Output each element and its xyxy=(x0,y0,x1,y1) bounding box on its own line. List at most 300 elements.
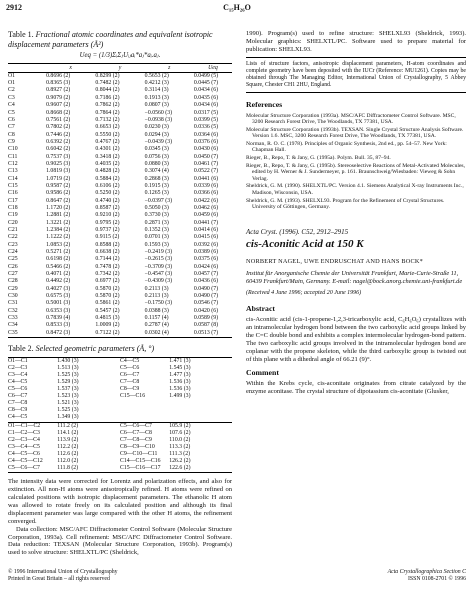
table-cell: 112.2 (2) xyxy=(57,443,79,450)
table-cell: 0.6653 (2) xyxy=(95,124,120,131)
table-cell: 1.0819 (3) xyxy=(46,168,71,175)
table-row xyxy=(8,444,232,451)
table-cell: 0.0294 (3) xyxy=(144,131,169,138)
table-cell: 1.525 (3) xyxy=(57,371,79,378)
table-cell: 0.2113 (3) xyxy=(144,285,169,292)
table-cell: C7—C8—C9 xyxy=(119,436,152,443)
table-cell: C2—C3—C4 xyxy=(8,436,40,443)
table-cell: 0.8588 (2) xyxy=(95,241,120,248)
table1-col-header: z xyxy=(145,63,194,72)
table-cell: 112.0 (2) xyxy=(57,457,79,464)
table-row xyxy=(8,176,232,183)
table-cell: 0.2787 (4) xyxy=(144,322,169,329)
table-cell: 0.0756 (3) xyxy=(144,153,169,160)
table1-col-header: y xyxy=(95,63,144,72)
table-cell: 1.1222 (2) xyxy=(46,234,71,241)
table-cell: C4 xyxy=(8,102,15,109)
table-cell: C4—C5 xyxy=(8,414,28,421)
abstract-text: cis-Aconitic acid (cis-1-propene-1,2,3-tricarboxylic acid, C₆H₆O₆) crystallizes with an intramolecular hydrogen bond between the two carboxylic acid groups linked by the C=C double bond and exhibits a complex intermolecular hydrogen-bond pattern. The two carboxylic acid groups involved in the intramolecular hydrogen bond are coplanar with the propene skeleton, while the third carboxylic group is twisted out of this plane with a dihedral angle of 66.21 (9)°. xyxy=(246,316,466,363)
table-cell: 0.9795 (2) xyxy=(95,219,120,226)
table-row xyxy=(8,264,232,271)
table-cell: 0.8299 (2) xyxy=(95,72,120,79)
table-cell: 0.0399 (5) xyxy=(193,116,219,123)
deposit-rule xyxy=(246,57,466,58)
table-cell: 0.0336 (5) xyxy=(193,124,219,131)
table-cell: 0.9586 (2) xyxy=(46,190,71,197)
table-cell: −0.4309 (3) xyxy=(144,278,173,285)
table-cell: 0.6392 (2) xyxy=(46,138,71,145)
table-cell: 0.4815 (3) xyxy=(95,315,120,322)
table-cell: −0.0938 (3) xyxy=(144,116,173,123)
table-row xyxy=(8,330,232,338)
table-cell: C19 xyxy=(8,212,18,219)
table-cell: 0.5250 (2) xyxy=(95,190,120,197)
table-row xyxy=(8,400,232,407)
authors: NORBERT NAGEL, UWE ENDRUSCHAT AND HANS BOCK* xyxy=(246,258,423,266)
table-cell: 0.9607 (2) xyxy=(46,102,71,109)
table-cell: 1.477 (3) xyxy=(169,371,191,378)
table-cell: C12 xyxy=(8,160,18,167)
table-cell: 1.2881 (2) xyxy=(46,212,71,219)
table-cell xyxy=(169,407,232,414)
table-cell: 0.8927 (2) xyxy=(46,87,71,94)
table-cell: −0.1750 (3) xyxy=(144,300,173,307)
table-cell: O1—C1 xyxy=(8,357,28,364)
table-cell: 0.7342 (2) xyxy=(95,271,120,278)
table-cell: 0.0388 (3) xyxy=(144,307,169,314)
continued-paragraph: 1990). Program(s) used to refine structure: SHELXL93 (Sheldrick, 1993). Molecular graphics: SHELXTL/PC. Software used to prepare material for publication: SHELXL93. xyxy=(246,30,466,53)
table-cell: C2 xyxy=(8,87,15,94)
table-cell: 1.471 (3) xyxy=(169,357,191,364)
table-cell: 0.1352 (3) xyxy=(144,227,169,234)
table-cell: C14—C15—C16 xyxy=(119,457,161,464)
table1-caption xyxy=(8,30,232,49)
article-title: cis-Aconitic Acid at 150 K xyxy=(246,237,364,250)
table-cell: 110.0 (2) xyxy=(169,436,191,443)
deposit-note: Lists of structure factors, anisotropic displacement parameters, H-atom coordinates and complete geometry have been deposited with the IUCr (Reference: MU1261). Copies may be obtained through The Managing Editor, International Union of Crystallography, 5 Abbey Square, Chester CH1 2HU, England. xyxy=(246,60,466,88)
table-cell: 1.525 (3) xyxy=(57,407,79,414)
table-cell: 0.3114 (3) xyxy=(144,87,169,94)
table-cell: 0.2871 (3) xyxy=(144,219,169,226)
table-cell: C5—C6—C7 xyxy=(119,422,152,429)
table-cell: C7—C8 xyxy=(8,400,28,407)
table-row xyxy=(8,322,232,329)
table-cell: −0.2419 (3) xyxy=(144,249,173,256)
table-row xyxy=(8,407,232,414)
table-cell: 0.0376 (6) xyxy=(193,138,219,145)
table-cell: 0.8044 (2) xyxy=(95,87,120,94)
table-row xyxy=(8,72,232,80)
table-cell: 0.4767 (2) xyxy=(95,138,120,145)
table-cell: 0.5457 (2) xyxy=(95,307,120,314)
table-cell: C4—C5—C12 xyxy=(8,457,43,464)
reference-item: Sheldrick, G. M. (1990). SHELXTL/PC. Version 4.1. Siemens Analytical X-ray Instruments Inc., Madison, Wisconsin, USA. xyxy=(246,183,464,197)
table-cell: 0.1157 (4) xyxy=(144,315,169,322)
table-cell: 0.0490 (7) xyxy=(193,293,219,300)
table-cell: 0.9115 (2) xyxy=(95,234,120,241)
table-cell: C24 xyxy=(8,249,18,256)
geometric-parameters-table xyxy=(8,357,232,474)
table-cell: C16 xyxy=(8,190,18,197)
table-cell: C7 xyxy=(8,124,15,131)
table-cell: C13 xyxy=(8,168,18,175)
table-cell: 111.2 (2) xyxy=(57,422,79,429)
table-cell: 0.0436 (6) xyxy=(193,278,219,285)
table-cell: C18 xyxy=(8,204,18,211)
table-cell: 1.536 (3) xyxy=(169,386,191,393)
table-cell: 0.0434 (6) xyxy=(193,102,219,109)
table-row xyxy=(8,132,232,139)
table-cell: 0.0434 (6) xyxy=(193,87,219,94)
table-cell: C6—C7 xyxy=(8,393,28,400)
table-cell: 0.7122 (2) xyxy=(95,330,144,338)
table-cell: 0.8533 (3) xyxy=(46,322,71,329)
table-cell: −0.4547 (3) xyxy=(144,271,173,278)
table-cell: 0.0461 (7) xyxy=(193,160,219,167)
table-cell: 0.6353 (3) xyxy=(46,307,71,314)
table-cell: 0.3730 (3) xyxy=(144,212,169,219)
table-cell: C34 xyxy=(8,322,18,329)
table-row xyxy=(8,430,232,437)
table-row xyxy=(8,365,232,372)
table-cell: 0.0457 (7) xyxy=(193,271,219,278)
page-number: 2912 xyxy=(6,3,22,12)
table-cell: 0.8647 (2) xyxy=(46,197,71,204)
table-cell: C32 xyxy=(8,307,18,314)
table-row xyxy=(8,154,232,161)
table-row xyxy=(8,286,232,293)
table-cell: 1.521 (3) xyxy=(57,400,79,407)
table1-col-header: Ueq xyxy=(194,63,232,72)
table-cell: 0.6198 (2) xyxy=(46,256,71,263)
table-cell: O1 xyxy=(8,80,16,87)
abstract-heading: Abstract xyxy=(246,304,276,314)
table-cell: 0.9737 (2) xyxy=(95,227,120,234)
table-cell: 0.0701 (3) xyxy=(144,234,169,241)
table-cell xyxy=(120,400,169,407)
table-row xyxy=(8,278,232,285)
copyright-line: © 1996 International Union of Crystallography xyxy=(8,569,118,575)
table-cell: 0.0807 (3) xyxy=(144,102,169,109)
table-cell: C4—C5 xyxy=(8,378,28,385)
reference-item: Sheldrick, G. M. (1993). SHELXL93. Program for the Refinement of Crystal Structures. University of Göttingen, Germany. xyxy=(246,197,445,211)
table-cell: 0.7144 (2) xyxy=(95,256,120,263)
table-cell: 0.0366 (6) xyxy=(193,190,219,197)
table-cell: 113.3 (2) xyxy=(169,443,191,450)
table-cell: 112.6 (2) xyxy=(57,450,79,457)
table-cell: 0.8668 (2) xyxy=(46,109,71,116)
table-cell: C3—C4—C5 xyxy=(8,443,40,450)
table-cell: 1.545 (3) xyxy=(169,364,191,371)
table-cell: 0.4035 (2) xyxy=(95,160,120,167)
table-cell: 0.0499 (5) xyxy=(193,72,219,79)
table-row xyxy=(8,234,232,241)
ueq-formula: Ueq = (1/3)ΣᵢΣⱼUᵢⱼaᵢ*aⱼ*aᵢ.aⱼ. xyxy=(79,52,161,59)
comment-text: Within the Krebs cycle, cis-aconitate originates from citrate catalyzed by the enzyme aconitase. The crystal structure of dipotassium cis-aconitate (Glusker, xyxy=(246,380,466,396)
table-cell: 0.4212 (3) xyxy=(144,80,169,87)
left-column xyxy=(8,30,232,557)
table-cell: 0.0364 (6) xyxy=(193,131,219,138)
table-cell: 0.4828 (2) xyxy=(95,168,120,175)
table-cell: 0.5653 (2) xyxy=(144,72,169,79)
table-row xyxy=(8,256,232,263)
table-row xyxy=(8,414,232,422)
table-cell: 0.0522 (7) xyxy=(193,168,219,175)
table-cell: 0.7478 (2) xyxy=(95,263,120,270)
table-cell: 0.0422 (6) xyxy=(193,197,219,204)
table-cell: 0.8696 (2) xyxy=(46,72,71,79)
table-cell: 0.7186 (2) xyxy=(95,94,120,101)
table-cell: C5—C6 xyxy=(119,364,140,371)
table-row xyxy=(8,87,232,94)
table-cell: 0.0587 (8) xyxy=(193,322,219,329)
table-cell: 0.0415 (6) xyxy=(193,234,219,241)
table-cell: 0.3418 (2) xyxy=(95,153,120,160)
table-row xyxy=(8,242,232,249)
table-cell: 0.7839 (4) xyxy=(46,315,71,322)
table-cell: 0.7446 (2) xyxy=(46,131,71,138)
table-cell: 0.4492 (2) xyxy=(46,278,71,285)
table-cell: 0.4301 (2) xyxy=(95,146,120,153)
table-cell: 0.0392 (6) xyxy=(193,241,219,248)
table-cell: O1—C1—C2 xyxy=(8,422,41,429)
table-cell: 0.5271 (2) xyxy=(46,249,71,256)
table-cell: 122.6 (2) xyxy=(169,465,191,472)
table-row xyxy=(8,198,232,205)
table-cell: 0.5870 (2) xyxy=(95,285,120,292)
table-cell xyxy=(120,407,169,414)
table-cell: 0.4740 (2) xyxy=(95,197,120,204)
table-cell: 0.5884 (2) xyxy=(95,175,120,182)
table-cell: 107.6 (2) xyxy=(169,429,191,436)
table-cell: 0.7862 (2) xyxy=(95,102,120,109)
deposit-rule-bottom xyxy=(246,92,466,93)
table-cell: 1.0853 (2) xyxy=(46,241,71,248)
table-cell: 113.9 (2) xyxy=(57,436,79,443)
reference-item: Molecular Structure Corporation (1993b). TEXSAN. Single Crystal Structure Analysis Software. Version 1.6. MSC, 3200 Research Forest Drive, The Woodlands, TX 77381, USA. xyxy=(246,126,464,140)
table-cell: 111.3 (2) xyxy=(169,450,191,457)
table-cell: C26 xyxy=(8,263,18,270)
table-cell: 0.0513 (7) xyxy=(194,330,232,338)
table-cell: 0.0317 (5) xyxy=(193,109,219,116)
table-cell: 0.5550 (2) xyxy=(95,131,120,138)
table-row xyxy=(8,451,232,458)
table-cell: 0.5001 (3) xyxy=(46,300,71,307)
table-cell: C9 xyxy=(8,138,15,145)
table-cell: C20 xyxy=(8,219,18,226)
table-row xyxy=(8,190,232,197)
table-cell: C17 xyxy=(8,197,18,204)
table-cell: 1.529 (3) xyxy=(57,378,79,385)
reference-item: Molecular Structure Corporation (1993a). MSC/AFC Diffractometer Control Software. MSC, 3200 Research Forest Drive, The Woodlands, TX 77381, USA. xyxy=(246,112,456,126)
table-cell: C35 xyxy=(8,330,46,338)
table-cell: −0.2615 (3) xyxy=(144,256,173,263)
table-cell: C8—C9 xyxy=(8,407,28,414)
table-row xyxy=(8,146,232,153)
table-cell: 0.5466 (2) xyxy=(46,263,71,270)
table-cell: C8—C9—C10 xyxy=(119,443,155,450)
table-cell: 0.0435 (6) xyxy=(193,94,219,101)
table-cell: 0.0420 (6) xyxy=(193,307,219,314)
table-row xyxy=(8,212,232,219)
affiliation: Institut für Anorganische Chemie der Universität Frankfurt, Marie-Curie-Straße 11, 60439 Frankfurt/Main, Germany. E-mail: nagel@bock.anorg.chemie.uni-frankfurt.de xyxy=(246,270,463,285)
table-row xyxy=(8,300,232,307)
table-cell: 0.1265 (3) xyxy=(144,190,169,197)
table-cell: 1.523 (3) xyxy=(57,393,79,400)
table-cell: 1.2384 (2) xyxy=(46,227,71,234)
table-cell: 1.537 (3) xyxy=(57,386,79,393)
table-cell: 0.3074 (4) xyxy=(144,168,169,175)
atomic-coordinates-table xyxy=(8,63,232,338)
reference-item: Rieger, B., Repo, T. & Jany, G. (1995b). Stereoselective Reactions of Metal-Activated Molecules, edited by H. Werner & J. Sundermeyer, p. 161. Braunschweig/Wiesbaden: Vieweg & Sohn Verlag. xyxy=(246,162,466,182)
table-cell: C10 xyxy=(8,146,18,153)
issn-line: ISSN 0108-2701 © 1996 xyxy=(407,576,466,582)
table-cell: C25 xyxy=(8,256,18,263)
table-cell: 0.8472 (3) xyxy=(46,330,95,338)
table-cell: 0.2868 (3) xyxy=(144,175,169,182)
table-cell: 0.6106 (2) xyxy=(95,182,120,189)
table-row xyxy=(8,220,232,227)
table-row xyxy=(8,379,232,386)
table-cell: C15—C16—C17 xyxy=(119,465,161,472)
table-cell: C7—C8 xyxy=(119,378,140,385)
table-cell: 1.349 (3) xyxy=(57,414,79,421)
table-cell: C6 xyxy=(8,116,15,123)
table-cell: 0.0389 (6) xyxy=(193,249,219,256)
table-cell: C6—C7—C8 xyxy=(119,429,152,436)
table-row xyxy=(8,465,232,473)
table-cell: −0.0560 (3) xyxy=(144,109,173,116)
table-cell: 0.6977 (2) xyxy=(95,278,120,285)
running-title-formula: C₁₅H₂₆O xyxy=(223,3,251,12)
table-cell: C21 xyxy=(8,227,18,234)
article-citation: Acta Cryst. (1996). C52, 2912–2915 xyxy=(246,227,349,236)
table-cell: 0.7482 (2) xyxy=(95,80,120,87)
table-cell: C27 xyxy=(8,271,18,278)
running-header xyxy=(6,3,468,15)
table-cell: 0.4027 (3) xyxy=(46,285,71,292)
table-cell: 0.5870 (2) xyxy=(95,293,120,300)
table-cell: C5 xyxy=(8,109,15,116)
table-cell: C22 xyxy=(8,234,18,241)
table-cell: C3 xyxy=(8,94,15,101)
table-cell: C8 xyxy=(8,131,15,138)
table-cell: C1—C2—C3 xyxy=(8,429,40,436)
table-cell: 1.1720 (2) xyxy=(46,204,71,211)
table-cell: C14 xyxy=(8,175,18,182)
table-cell: 0.0450 (7) xyxy=(193,153,219,160)
table-cell: 114.1 (2) xyxy=(57,429,79,436)
table2-caption xyxy=(8,344,232,354)
table-cell: 0.0430 (6) xyxy=(193,146,219,153)
printed-line: Printed in Great Britain – all rights reserved xyxy=(8,576,110,582)
reference-item: Norman, R. O. C. (1978). Principles of Organic Synthesis, 2nd ed., pp. 54–57. New York: Chapman Hall. xyxy=(246,140,447,154)
table-cell: 0.7132 (2) xyxy=(95,116,120,123)
table-cell: 0.0589 (9) xyxy=(193,315,219,322)
table-cell: 0.0339 (6) xyxy=(193,182,219,189)
table-cell: 0.6575 (3) xyxy=(46,293,71,300)
table-row xyxy=(8,386,232,393)
table-cell: C4—C5 xyxy=(119,357,140,364)
table-cell: 0.0462 (6) xyxy=(193,204,219,211)
left-paragraph-1: The intensity data were corrected for Lorentz and polarization effects, and also for extinction. All non-H atoms were anisotropically refined. H atoms were refined on calculated positions with isotropic displacement parameters. The ethanolic H atom was allowed to rotate freely on its calculated position and although its final displacement parameter was large compared with the other H atoms, the refinement converged. xyxy=(8,478,232,525)
table-cell: 0.0490 (7) xyxy=(193,285,219,292)
table-cell: C5—C6 xyxy=(8,386,28,393)
table-cell: 0.0441 (7) xyxy=(193,219,219,226)
table2-label: Table 2. xyxy=(8,344,34,354)
table-cell: 0.5861 (2) xyxy=(95,300,120,307)
table-cell: 0.0375 (6) xyxy=(193,256,219,263)
table-cell: C15 xyxy=(8,182,18,189)
table-cell: 1.430 (3) xyxy=(57,357,79,364)
table-cell: C11 xyxy=(8,153,18,160)
table-row xyxy=(8,357,232,365)
table-cell: C31 xyxy=(8,300,18,307)
table-cell: 0.9587 (2) xyxy=(46,182,71,189)
table1-col-header: x xyxy=(46,63,95,72)
table-cell: 0.0441 (6) xyxy=(193,175,219,182)
footer-right xyxy=(388,569,466,583)
table-cell xyxy=(169,400,232,407)
table-cell: 1.513 (3) xyxy=(57,364,79,371)
table-row xyxy=(8,458,232,465)
table-cell: 0.6042 (2) xyxy=(46,146,71,153)
reference-item: Rieger, B., Repo, T. & Jany, G. (1995a). Polym. Bull. 35, 87–94. xyxy=(246,155,391,162)
footer-left xyxy=(8,569,118,583)
left-paragraph-2: Data collection: MSC/AFC Diffractometer Control Software (Molecular Structure Corporation, 1993a). Cell refinement: MSC/AFC Diffractometer Control Software. Data reduction: TEXSAN (Molecular Structure Corporation, 1993b). Program(s) used to solve structure: SHELXTL/PC (Sheldrick, xyxy=(8,525,232,557)
table-cell: 0.0345 (3) xyxy=(144,146,169,153)
table-cell: 1.536 (3) xyxy=(169,378,191,385)
table-row xyxy=(8,393,232,400)
table-cell: 105.9 (2) xyxy=(169,422,191,429)
table-cell: 0.9079 (2) xyxy=(46,94,71,101)
table-cell: O1 xyxy=(8,72,16,79)
table-cell: 1.0719 (2) xyxy=(46,175,71,182)
table-cell xyxy=(169,414,232,422)
table-cell: −0.0397 (3) xyxy=(144,197,173,204)
table-cell: 0.0459 (6) xyxy=(193,212,219,219)
table-row xyxy=(8,422,232,430)
right-column xyxy=(246,30,466,396)
table-cell: C30 xyxy=(8,293,18,300)
table-cell: C9—C10—C11 xyxy=(119,450,158,457)
table-cell: 0.0230 (3) xyxy=(144,124,169,131)
table-cell: 0.1913 (3) xyxy=(144,94,169,101)
table-cell: 0.1593 (3) xyxy=(144,241,169,248)
references-list xyxy=(246,113,466,211)
table1-col-header xyxy=(8,63,46,72)
table1-caption-text: Fractional atomic coordinates and equivalent isotropic displacement parameters (Å²) xyxy=(8,30,213,49)
table-cell: 0.1915 (3) xyxy=(144,182,169,189)
table-cell: 0.6638 (2) xyxy=(95,249,120,256)
table-cell: C2—C3 xyxy=(8,364,28,371)
journal-name: Acta Crystallographica Section C xyxy=(387,569,466,575)
comment-heading: Comment xyxy=(246,368,279,378)
table-cell: 1.3221 (2) xyxy=(46,219,71,226)
table-cell: C5—C6—C7 xyxy=(8,465,40,472)
table-cell: 0.0414 (6) xyxy=(193,227,219,234)
table-cell: 0.0424 (6) xyxy=(193,263,219,270)
table-cell: 111.8 (2) xyxy=(57,465,79,472)
table-row xyxy=(8,168,232,175)
references-heading: References xyxy=(246,99,283,109)
table-cell: 0.8587 (2) xyxy=(95,204,120,211)
table-cell: C3—C4 xyxy=(8,371,28,378)
table-cell: 0.7537 (3) xyxy=(46,153,71,160)
table-cell: 0.9025 (3) xyxy=(46,160,71,167)
table-cell: 1.0009 (2) xyxy=(95,322,120,329)
table-row xyxy=(8,110,232,117)
